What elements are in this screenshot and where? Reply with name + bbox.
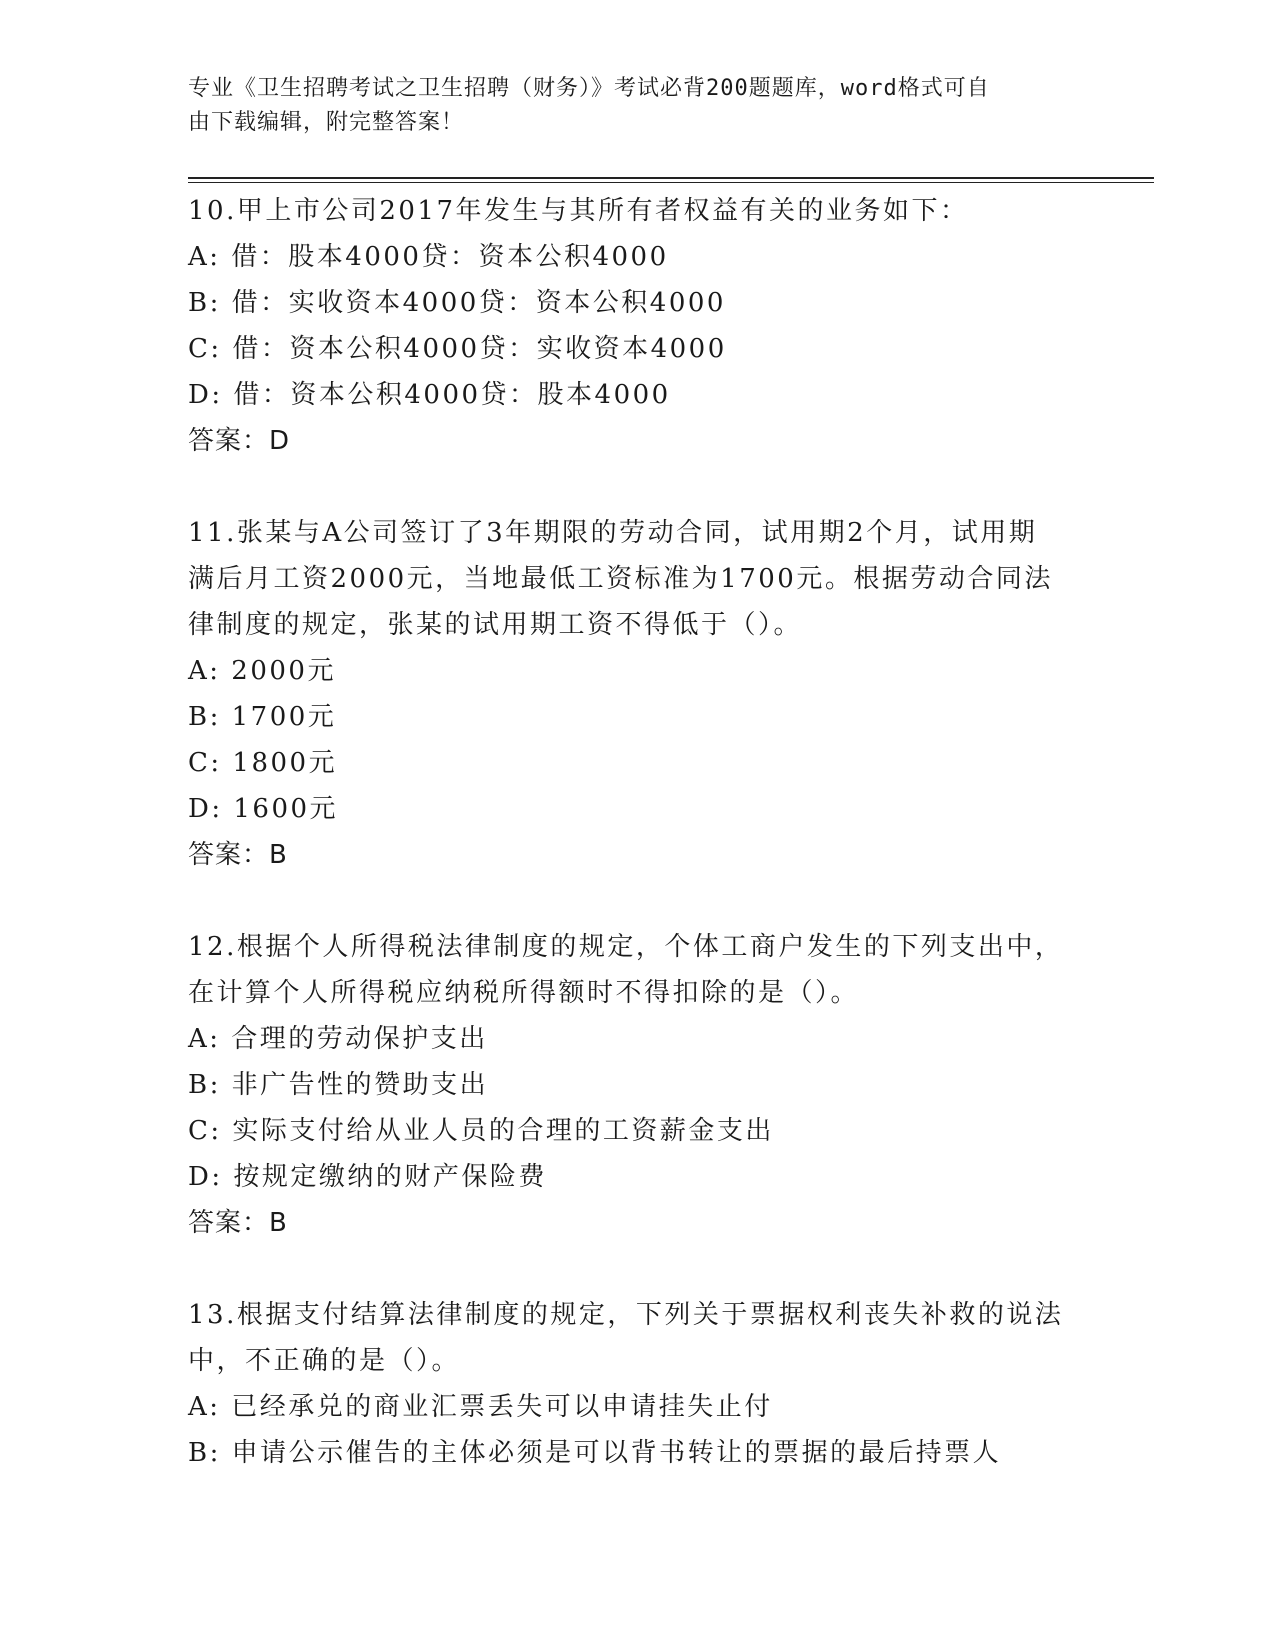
option-c: C: 实际支付给从业人员的合理的工资薪金支出 (188, 1116, 774, 1146)
question-spacer (188, 878, 1088, 924)
question-stem-line: 10.甲上市公司2017年发生与其所有者权益有关的业务如下： (188, 196, 969, 226)
option-a: A: 2000元 (188, 656, 336, 686)
question-spacer (188, 1246, 1088, 1292)
answer-line: 答案：B (188, 1208, 288, 1238)
question-stem-line: 12.根据个人所得税法律制度的规定，个体工商户发生的下列支出中， (188, 932, 1064, 962)
question-10 (188, 188, 1088, 464)
header-intro-line-2: 由下载编辑，附完整答案！ (188, 110, 465, 135)
question-stem-line: 13.根据支付结算法律制度的规定，下列关于票据权利丧失补救的说法 (188, 1300, 1064, 1330)
option-d: D: 按规定缴纳的财产保险费 (188, 1162, 547, 1192)
header-divider-thick (188, 177, 1154, 179)
header-divider-thin (188, 182, 1154, 183)
option-b: B: 1700元 (188, 702, 337, 732)
answer-line: 答案：B (188, 840, 288, 870)
question-stem-line: 中，不正确的是（）。 (188, 1346, 461, 1376)
question-13 (188, 1292, 1088, 1476)
option-a: A: 合理的劳动保护支出 (188, 1024, 488, 1054)
option-c: C: 借：资本公积4000贷：实收资本4000 (188, 334, 727, 364)
question-stem-line: 满后月工资2000元，当地最低工资标准为1700元。根据劳动合同法 (188, 564, 1053, 594)
question-stem-line: 律制度的规定，张某的试用期工资不得低于（）。 (188, 610, 803, 640)
option-a: A: 借：股本4000贷：资本公积4000 (188, 242, 669, 272)
question-stem-line: 在计算个人所得税应纳税所得额时不得扣除的是（）。 (188, 978, 860, 1008)
option-d: D: 1600元 (188, 794, 339, 824)
answer-line: 答案：D (188, 426, 291, 456)
question-12 (188, 924, 1088, 1246)
question-spacer (188, 464, 1088, 510)
option-a: A: 已经承兑的商业汇票丢失可以申请挂失止付 (188, 1392, 773, 1422)
question-list (188, 188, 1088, 1476)
document-header (188, 72, 1068, 140)
option-d: D: 借：资本公积4000贷：股本4000 (188, 380, 671, 410)
question-11 (188, 510, 1088, 878)
header-intro-line-1: 专业《卫生招聘考试之卫生招聘（财务）》考试必背200题题库，word格式可自 (188, 76, 990, 101)
option-c: C: 1800元 (188, 748, 338, 778)
option-b: B: 借：实收资本4000贷：资本公积4000 (188, 288, 726, 318)
option-b: B: 非广告性的赞助支出 (188, 1070, 489, 1100)
option-b: B: 申请公示催告的主体必须是可以背书转让的票据的最后持票人 (188, 1438, 1002, 1468)
question-stem-line: 11.张某与A公司签订了3年期限的劳动合同，试用期2个月，试用期 (188, 518, 1038, 548)
